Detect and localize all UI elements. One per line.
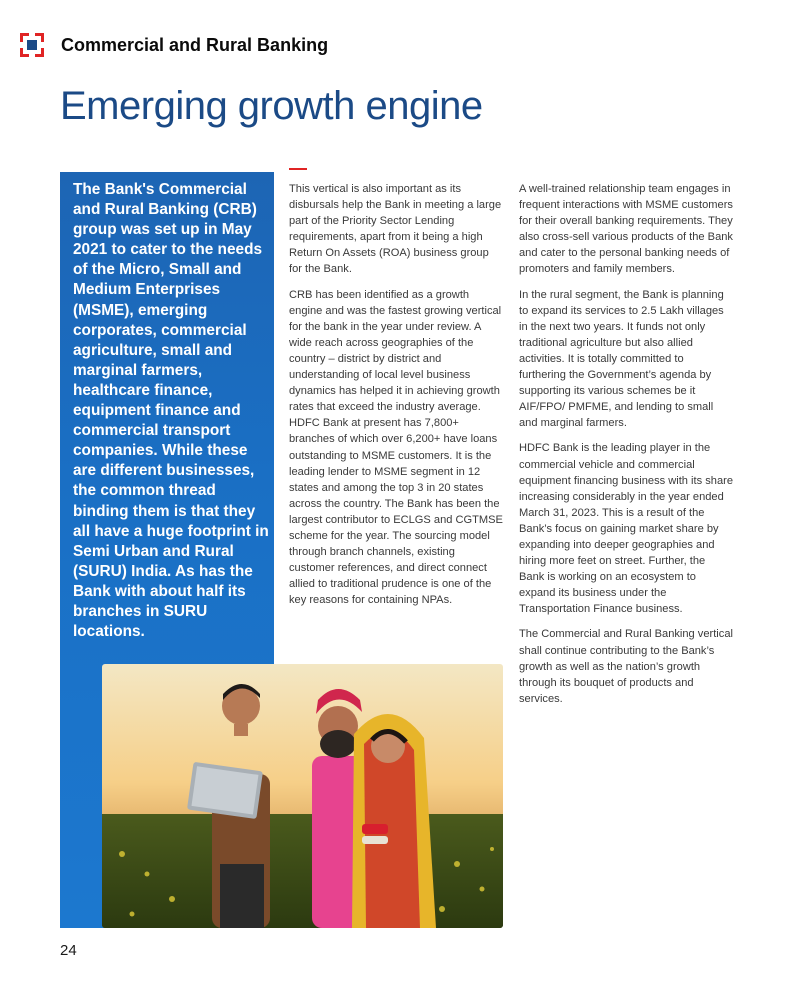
accent-rule xyxy=(289,168,307,170)
section-title: Commercial and Rural Banking xyxy=(61,35,329,55)
paragraph: HDFC Bank is the leading player in the commercial vehicle and commercial equipment financing business with its share increasing considerably in the year ended March 31, 2023. This is a result of the Bank’s focus on gaining market share by expanding into deeper geographies and hiring more feet on street. Further, the Bank is working on an ecosystem to expand its business under the Transportation Finance business. xyxy=(519,442,733,616)
photo-illustration xyxy=(102,664,503,928)
farmers-photo xyxy=(102,664,503,928)
hdfc-logo-icon xyxy=(20,33,44,57)
paragraph: This vertical is also important as its disbursals help the Bank in meeting a large part of the Priority Sector Lending requirements, apart from it being a high Return On Assets (ROA) business group for the Bank. xyxy=(289,183,502,276)
paragraph: CRB has been identified as a growth engine and was the fastest growing vertical for the bank in the year under review. A wide reach across geographies of the country – district by district and understanding of local level business dynamics has helped it in achieving growth rates that exceed the industry average. HDFC Bank at present has 7,800+ branches of which over 6,200+ have loans outstanding to MSME customers. It is the leading lender to MSME segment in 12 states and among the top 3 in 20 states across the country. The Bank has been the largest contributor to ECLGS and CGTMSE scheme for the year. The sourcing model through branch channels, existing customer references, and direct connect allied to traditional prudence is one of the key reasons for containing NPAs. xyxy=(289,288,503,607)
intro-text: The Bank's Commercial and Rural Banking (CRB) group was set up in May 2021 to cater to the needs of the Micro, Small and Medium Enterprises (MSME), emerging corporates, commercial agriculture, small and marginal farmers, healthcare finance, equipment finance and commercial transport companies. While these are different businesses, the common thread binding them is that they all have a huge footprint in Semi Urban and Rural (SURU) India. As has the Bank with about half its branches in SURU locations. xyxy=(73,181,269,641)
paragraph: The Commercial and Rural Banking vertical shall continue contributing to the Bank’s growth as well as the nation’s growth through its bouquet of products and services. xyxy=(519,628,733,705)
page-number: 24 xyxy=(60,942,77,959)
page-headline: Emerging growth engine xyxy=(60,84,483,128)
column-middle xyxy=(289,181,503,617)
paragraph: A well-trained relationship team engages in frequent interactions with MSME customers for their overall banking requirements. They also cross-sell various products of the Bank and cater to the personal banking needs of promoters and family members. xyxy=(519,183,733,276)
paragraph: In the rural segment, the Bank is planning to expand its services to 2.5 Lakh villages in the next two years. It funds not only traditional agriculture but also allied activities. It is totally committed to furthering the Government’s agenda by supporting its various schemes be it AIF/FPO/ PMFME, and lending to small and marginal farmers. xyxy=(519,288,724,430)
column-right xyxy=(519,181,733,716)
